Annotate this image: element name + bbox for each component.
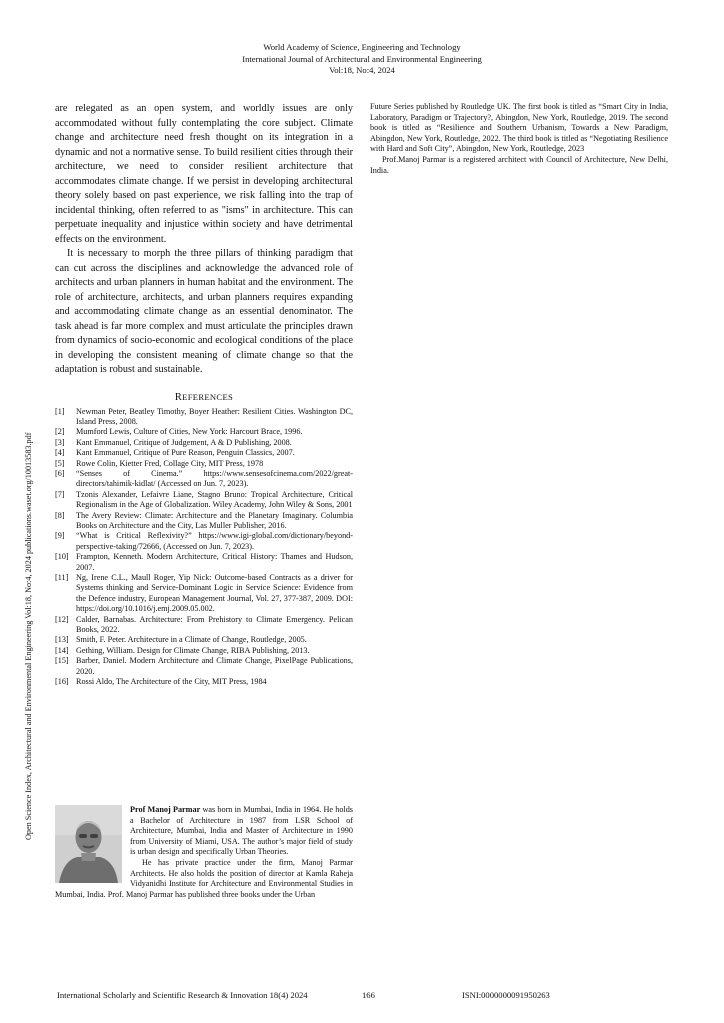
author-biography — [55, 805, 353, 900]
bio-paragraph-2: He has private practice under the firm, Manoj Parmar Architects. He also holds the position of director at Kamla Raheja Vidyanidhi Institute for Architecture and Environmental Studies in Mumbai, India. Prof. Manoj Parmar has published three books under the Urban — [55, 857, 353, 899]
reference-text: Mumford Lewis, Culture of Cities, New York: Harcourt Brace, 1996. — [76, 427, 303, 437]
left-column — [55, 102, 353, 687]
reference-text: Barber, Daniel. Modern Architecture and Climate Change, PixelPage Publications, 2020. — [76, 656, 353, 676]
reference-item — [55, 438, 353, 448]
reference-number: [7] — [55, 489, 65, 499]
reference-number: [8] — [55, 510, 65, 520]
reference-item — [55, 407, 353, 428]
reference-text: “Senses of Cinema.” https://www.sensesofcinema.com/2022/great-directors/tahimik-kidlat/ (Accessed on Jun. 7, 2023). — [76, 468, 353, 489]
reference-item — [55, 427, 353, 437]
reference-text: “What is Critical Reflexivity?” https://www.igi-global.com/dictionary/beyond-perspective-taking/72666, (Accessed on Jun. 7, 2023). — [76, 531, 353, 551]
reference-number: [13] — [55, 635, 69, 645]
reference-text: Newman Peter, Beatley Timothy, Boyer Heather: Resilient Cities. Washington DC, Island Press, 2008. — [76, 406, 353, 426]
reference-number: [11] — [55, 573, 69, 582]
reference-text: Tzonis Alexander, Lefaivre Liane, Stagno Bruno: Tropical Architecture, Critical Regionalism in the Age of Globalization. Wiley Academy, John Wiley & Sons, 2001 — [76, 489, 353, 510]
sidebar-citation: Open Science Index, Architectural and Environmental Engineering Vol:18, No:4, 2024 publications.waset.org/10013583.pdf — [24, 432, 33, 840]
reference-text: Smith, F. Peter. Architecture in a Climate of Change, Routledge, 2005. — [76, 635, 307, 645]
reference-item — [55, 646, 353, 656]
reference-item — [55, 573, 353, 615]
reference-text: Rossi Aldo, The Architecture of the City, MIT Press, 1984 — [76, 677, 267, 687]
reference-item — [55, 490, 353, 511]
reference-item — [55, 656, 353, 677]
author-name: Prof Manoj Parmar — [130, 805, 201, 814]
bio-paragraph-1-text: was born in Mumbai, India in 1964. He holds a Bachelor of Architecture in 1987 from LSR School of Architecture, Mumbai, India and Master of Architecture in 1990 from University of Miami, USA. The author’s major field of study is urban design and specifically Urban Theories. — [130, 805, 353, 857]
reference-item — [55, 552, 353, 573]
footer-journal-info: International Scholarly and Scientific Research & Innovation 18(4) 2024 — [57, 990, 308, 1000]
reference-text: Frampton, Kenneth. Modern Architecture, Critical History: Thames and Hudson, 2007. — [76, 552, 353, 572]
reference-number: [12] — [55, 614, 69, 624]
reference-number: [14] — [55, 645, 69, 655]
reference-item — [55, 469, 353, 490]
reference-text: Gething, William. Design for Climate Change, RIBA Publishing, 2013. — [76, 645, 310, 655]
reference-number: [15] — [55, 656, 69, 666]
reference-text: Calder, Barnabas. Architecture: From Prehistory to Climate Emergency. Pelican Books, 2022. — [76, 614, 353, 635]
reference-number: [9] — [55, 531, 65, 541]
reference-number: [10] — [55, 552, 69, 562]
header-line-1: World Academy of Science, Engineering and Technology — [263, 42, 461, 52]
journal-header — [0, 42, 724, 77]
reference-item — [55, 635, 353, 645]
references-list — [55, 407, 353, 688]
references-heading — [55, 392, 353, 403]
header-line-2: International Journal of Architectural and Environmental Engineering — [242, 53, 482, 64]
author-photo — [55, 805, 122, 883]
reference-number: [2] — [55, 427, 65, 437]
reference-item — [55, 531, 353, 552]
reference-number: [1] — [55, 406, 65, 416]
right-column — [370, 102, 668, 176]
reference-number: [4] — [55, 448, 65, 458]
reference-item — [55, 677, 353, 687]
body-paragraph-1: are relegated as an open system, and worldly issues are only accommodated without fully contemplating the core subject. Climate change and architecture need fresh thought on its integration in a dynamic and not a normative sense. To build resilient cities through their architecture, we need to consider resilient architecture that accommodates climate change. If we persist in developing architectural theory solely based on past experience, we risk falling into the trap of incidental thinking, often referred to as "isms" in architecture. This can perpetuate inequality and injustice within society and have detrimental effects on the environment. — [55, 103, 353, 245]
reference-text: Kant Emmanuel, Critique of Pure Reason, Penguin Classics, 2007. — [76, 448, 295, 458]
reference-item — [55, 459, 353, 469]
bio-registration-paragraph: Prof.Manoj Parmar is a registered architect with Council of Architecture, New Delhi, India. — [370, 154, 668, 175]
reference-number: [3] — [55, 437, 65, 447]
footer-isni: ISNI:0000000091950263 — [462, 990, 550, 1000]
reference-item — [55, 448, 353, 458]
references-heading-rest: EFERENCES — [182, 391, 234, 402]
reference-text: Rowe Colin, Kietter Fred, Collage City, MIT Press, 1978 — [76, 458, 264, 468]
reference-text: Kant Emmanuel, Critique of Judgement, A & D Publishing, 2008. — [76, 437, 292, 447]
footer-page-number: 166 — [362, 990, 375, 1000]
reference-item — [55, 511, 353, 532]
author-photo-image — [55, 805, 122, 883]
reference-number: [6] — [55, 468, 65, 478]
reference-text: Ng, Irene C.L., Maull Roger, Yip Nick: Outcome-based Contracts as a driver for Systems thinking and Service-Dominant Logic in Service Science: Evidence from the Defence industry, European Management Journal, Vol. 27, 377-387, 2009. DOI: https://doi.org/10.1016/j.emj.2009.05.002. — [76, 573, 353, 614]
reference-number: [16] — [55, 677, 69, 687]
reference-number: [5] — [55, 458, 65, 468]
body-paragraph-2: It is necessary to morph the three pillars of thinking paradigm that can cut across the disciplines and acknowledge the advanced role of architects and urban planners in human habitat and the environment. The role of architecture, architects, and urban planners requires expanding and accommodating climate change as an essential denominator. The task ahead is far more complex and must articulate the principles drawn from dynamics of socio-economic and ecological conditions of the place in developing the consistent meaning of climate change so that the adaptation is robust and sustainable. — [55, 248, 353, 375]
reference-text: The Avery Review: Climate: Architecture and the Planetary Imaginary. Columbia Books on Architecture and the City, Las Muller Publisher, 2016. — [76, 510, 353, 530]
reference-item — [55, 615, 353, 636]
header-line-3: Vol:18, No:4, 2024 — [329, 65, 395, 75]
references-heading-cap: R — [174, 391, 183, 403]
bio-continued-paragraph: Future Series published by Routledge UK. The first book is titled as “Smart City in India, Laboratory, Paradigm or Trajectory?, Abingdon, New York, Routledge, 2019. The second book is titled as “Resilience and Southern Urbanism, Towards a New Paradigm, Abingdon, New York, Routledge, 2022. The third book is titled as “Negotiating Resilience with Hard and Soft City”, Abingdon, New York, Routledge, 2023 — [370, 102, 668, 154]
